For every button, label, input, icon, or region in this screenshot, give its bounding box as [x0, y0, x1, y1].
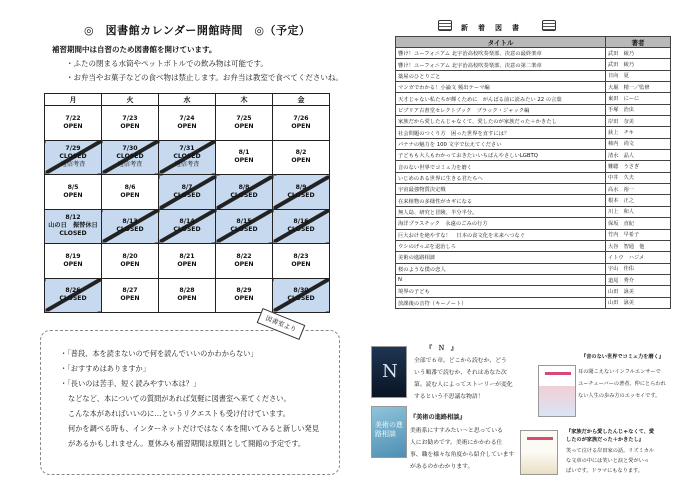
day-note: CLOSED [59, 230, 87, 238]
notice-bullet: ・ふたの閉まる水筒やペットボトルでの飲み物は可能です。 [66, 59, 268, 68]
calendar-day [45, 175, 102, 210]
day-status: OPEN [63, 122, 83, 130]
calendar-day [45, 209, 102, 244]
book-title: 巨大おけを絶やすな！ 日本の食文化を未来へつなぐ [396, 229, 606, 240]
day-date: 8/27 [122, 287, 138, 295]
feature-title: したのが家族だった＋かきたし』 [566, 437, 644, 443]
day-date: 8/30 [293, 287, 309, 295]
weekday-header: 月 [45, 94, 102, 106]
calendar-day [159, 175, 216, 210]
library-message [60, 346, 338, 451]
day-status: OPEN [234, 260, 254, 268]
day-date: 7/22 [65, 114, 81, 122]
book-cover-art-career: 美術の進路相談 [371, 406, 407, 458]
calendar-week [45, 209, 330, 244]
book-title: 天才じゃない私たちが輝くために がんばる前に読みたい 22 の言葉 [396, 93, 606, 104]
calendar-week [45, 175, 330, 210]
calendar-day [273, 140, 330, 175]
day-status: 山の日 振替休日 [48, 222, 98, 230]
book-row [396, 229, 671, 240]
book-row [396, 70, 671, 81]
book-title: ビブリア古書堂セレクトブック ブラック・ジャック編 [396, 104, 606, 115]
book-author: 大堀 精一／監修 [606, 82, 671, 93]
weekday-header: 木 [216, 94, 273, 106]
feature-title: 『美術の進路相談』 [410, 414, 466, 421]
message-line: 何かを調べる時も、インターネットだけではなく本を開いてみると新しい発見 [68, 424, 319, 433]
day-status: OPEN [291, 157, 311, 165]
book-title: 響け！ユーフォニアム 北宇治高校吹奏楽部、決意の第二楽章 [396, 59, 606, 70]
book-stack-icon [542, 20, 556, 31]
calendar-day [159, 209, 216, 244]
notice-block [52, 43, 343, 85]
day-date: 7/24 [179, 114, 195, 122]
day-date: 8/8 [238, 183, 250, 191]
calendar-week [45, 106, 330, 141]
calendar-day [159, 140, 216, 175]
book-author: 高水 裕一 [606, 184, 671, 195]
day-date: 8/16 [293, 218, 309, 226]
day-date: 8/7 [181, 183, 193, 191]
message-line: などなど、本についての質問があれば気軽に図書室へ来てください。 [68, 394, 291, 403]
book-row [396, 240, 671, 251]
day-note: 通信考査 [117, 161, 143, 169]
calendar-day [102, 140, 159, 175]
weekday-header: 水 [159, 94, 216, 106]
day-status: OPEN [177, 295, 197, 303]
feature-title: 『 Ｎ 』 [426, 345, 457, 352]
book-author: 道尾 秀介 [606, 274, 671, 285]
book-row [396, 218, 671, 229]
feature-desc: 美術系にすすみたい～と思っている 人にお勧めです。美術にかかわる仕 事、職を様々な角度から紹介しています があるのかわかります。 [410, 428, 515, 470]
book-author: 荻上 チキ [606, 127, 671, 138]
feature-title: 『音のない世界でコミュ力を磨く』 [581, 354, 664, 360]
day-date: 8/20 [122, 252, 138, 260]
calendar-day [273, 106, 330, 141]
book-row [396, 263, 671, 274]
book-author: 宇山 佳佑 [606, 263, 671, 274]
day-date: 8/1 [238, 149, 250, 157]
book-author: 竹内 早希子 [606, 229, 671, 240]
book-row [396, 59, 671, 70]
day-status: CLOSED [173, 153, 201, 161]
feature-desc: 笑って泣ける岸田家の話。リズミカル な文章の中には笑いと涙と愛がいっ ぱいです。ドラマにもなります。 [566, 448, 655, 474]
day-status: OPEN [291, 260, 311, 268]
calendar-day [273, 278, 330, 313]
book-author: 武田 綾乃 [606, 59, 671, 70]
book-title: 薬屋のひとりごと [396, 70, 606, 81]
day-date: 7/30 [122, 145, 138, 153]
book-title: ウシのげっぷを退治しろ [396, 240, 606, 251]
day-status: OPEN [234, 157, 254, 165]
notice-bullet: ・お弁当やお菓子などの食べ物は禁止します。お弁当は教室で食べてくださいね。 [66, 73, 343, 82]
feature-desc: 全部で６章。どこから読むか、どう いう順番で読むか、それはあなた次 第。読む人によってストーリーが変化 するという不思議な物語！ [414, 358, 513, 400]
calendar-day [216, 175, 273, 210]
calendar-day [216, 106, 273, 141]
calendar-day [45, 278, 102, 313]
day-status: OPEN [234, 295, 254, 303]
book-author: 手塚 治虫 [606, 104, 671, 115]
calendar-day [45, 140, 102, 175]
calendar-day [102, 209, 159, 244]
book-title: 子どもも大人もわかっておきたいいちばんやさしいLGBTQ [396, 150, 606, 161]
book-title: 無人島、研究と冒険、半分半分。 [396, 206, 606, 217]
book-row [396, 184, 671, 195]
book-title: 放課後の音符（キーノート） [396, 297, 606, 308]
message-line: ・「長いのは苦手、短く読みやすい本は？」 [60, 379, 201, 388]
calendar-day [45, 106, 102, 141]
book-row [396, 206, 671, 217]
day-date: 8/14 [179, 218, 195, 226]
calendar-day [216, 140, 273, 175]
book-author: 川上 和人 [606, 206, 671, 217]
day-status: OPEN [177, 122, 197, 130]
day-date: 8/19 [65, 252, 81, 260]
book-author: 保坂 直紀 [606, 218, 671, 229]
book-stack-icon [438, 20, 452, 31]
book-author: 日向 夏 [606, 70, 671, 81]
book-author: 武田 綾乃 [606, 48, 671, 59]
book-title: 在来植物の多様性がカギになる [396, 195, 606, 206]
book-row [396, 195, 671, 206]
col-title-header: タイトル [396, 37, 606, 48]
day-status: OPEN [120, 191, 140, 199]
day-date: 8/22 [236, 252, 252, 260]
day-status: CLOSED [230, 191, 258, 199]
message-line: があるかもしれません。夏休みも補習期間は原則として開館の予定です。 [68, 439, 306, 448]
book-author: 中井 久夫 [606, 172, 671, 183]
calendar-day [159, 244, 216, 279]
book-author: イトウ ハジメ [606, 252, 671, 263]
feature-title: 『家族だから愛したんじゃなくて、愛 [566, 429, 655, 435]
day-date: 8/2 [295, 149, 307, 157]
day-note: 通信考査 [174, 161, 200, 169]
calendar-day [159, 106, 216, 141]
calendar-day [159, 278, 216, 313]
page-title: ◎ 図書館カレンダー開館時間 ◎（予定） [84, 24, 311, 37]
book-author: 岸田 奈美 [606, 116, 671, 127]
book-row [396, 127, 671, 138]
calendar-week [45, 244, 330, 279]
book-author: 山田 詠美 [606, 297, 671, 308]
day-date: 8/26 [65, 287, 81, 295]
day-status: OPEN [120, 260, 140, 268]
day-date: 7/25 [236, 114, 252, 122]
book-title: 宇宙最強物質決定戦 [396, 184, 606, 195]
day-status: OPEN [120, 295, 140, 303]
day-status: OPEN [291, 122, 311, 130]
day-status: CLOSED [59, 295, 87, 303]
day-note: 通信考査 [60, 161, 86, 169]
book-title: 響け！ユーフォニアム 北宇治高校吹奏楽部、決意の最終楽章 [396, 48, 606, 59]
calendar-day [273, 175, 330, 210]
book-row [396, 286, 671, 297]
book-row [396, 104, 671, 115]
calendar-day [102, 175, 159, 210]
book-row [396, 138, 671, 149]
book-title: 家族だから愛したんじゃなくて、愛したのが家族だった＋かきたし [396, 116, 606, 127]
book-author: 清水 晶人 [606, 150, 671, 161]
day-date: 8/23 [293, 252, 309, 260]
day-date: 7/29 [65, 145, 81, 153]
book-cover-n: N [371, 346, 407, 398]
book-row [396, 82, 671, 93]
day-date: 8/15 [236, 218, 252, 226]
calendar-day [216, 244, 273, 279]
book-row [396, 297, 671, 308]
calendar-day [273, 244, 330, 279]
day-status: OPEN [177, 260, 197, 268]
book-author: 山田 詠美 [606, 286, 671, 297]
day-date: 8/12 [65, 214, 81, 222]
day-status: OPEN [120, 122, 140, 130]
book-row [396, 150, 671, 161]
book-author: 柿内 尚文 [606, 138, 671, 149]
message-tag: 図書室より [257, 308, 306, 340]
weekday-header: 火 [102, 94, 159, 106]
day-date: 8/5 [67, 183, 79, 191]
library-calendar [44, 93, 330, 313]
book-cover-family [520, 430, 558, 475]
day-date: 8/21 [179, 252, 195, 260]
message-line: ・「おすすめはありますか」 [60, 364, 150, 373]
book-row [396, 161, 671, 172]
book-row [396, 116, 671, 127]
new-books-heading: 新着図書 [461, 24, 529, 32]
book-author: 東田 にーに [606, 93, 671, 104]
book-title: 美術の進路相談 [396, 252, 606, 263]
day-status: CLOSED [59, 153, 87, 161]
calendar-week [45, 278, 330, 313]
book-row [396, 172, 671, 183]
book-title: バナナの魅力を 100 文字で伝えてください [396, 138, 606, 149]
day-date: 8/6 [124, 183, 136, 191]
day-date: 7/23 [122, 114, 138, 122]
book-title: 桜のような僕の恋人 [396, 263, 606, 274]
day-status: CLOSED [287, 226, 315, 234]
book-author: 難聴 うさぎ [606, 161, 671, 172]
message-line: ・「普段、本を読まないので何を読んでいいのかわからない」 [60, 349, 258, 358]
book-title: 海洋プラスチック 永遠のごみの行方 [396, 218, 606, 229]
day-date: 8/13 [122, 218, 138, 226]
calendar-day [273, 209, 330, 244]
calendar-day [216, 209, 273, 244]
new-books-table [395, 36, 671, 309]
day-status: OPEN [63, 191, 83, 199]
feature-desc: 耳の聞こえないインフルエンサーで ユーチューバーの著者。仲にとらわれ ない人生の歩み方のエッセイです。 [578, 369, 666, 399]
calendar-day [102, 106, 159, 141]
day-status: CLOSED [173, 191, 201, 199]
calendar-day [216, 278, 273, 313]
day-status: CLOSED [287, 191, 315, 199]
book-author: 根本 正之 [606, 195, 671, 206]
book-author: 大谷 智通 他 [606, 240, 671, 251]
day-status: CLOSED [287, 295, 315, 303]
book-row [396, 252, 671, 263]
day-date: 8/28 [179, 287, 195, 295]
book-title: マンガでわかる！小論文 頻出テーマ編 [396, 82, 606, 93]
col-author-header: 著者 [606, 37, 671, 48]
book-row [396, 48, 671, 59]
weekday-header: 金 [273, 94, 330, 106]
day-date: 8/29 [236, 287, 252, 295]
calendar-day [102, 278, 159, 313]
day-date: 7/31 [179, 145, 195, 153]
calendar-day [45, 244, 102, 279]
message-line: こんな本があればいいのに…というリクエストも受け付けています。 [68, 409, 290, 418]
book-row [396, 274, 671, 285]
day-status: CLOSED [173, 226, 201, 234]
book-row [396, 93, 671, 104]
day-date: 7/26 [293, 114, 309, 122]
calendar-week [45, 140, 330, 175]
calendar-day [102, 244, 159, 279]
day-status: OPEN [63, 260, 83, 268]
book-title: 音のない世界でコミュ力を磨く [396, 161, 606, 172]
book-title: いじめのある世界に生きる君たちへ [396, 172, 606, 183]
book-title: 社会問題のつくり方 困った世界を直すには？ [396, 127, 606, 138]
book-cover-silent-world [538, 365, 576, 417]
day-status: CLOSED [116, 226, 144, 234]
day-status: CLOSED [116, 153, 144, 161]
notice-lead: 補習期間中は自習のため図書館を開けています。 [52, 45, 217, 54]
day-status: CLOSED [230, 226, 258, 234]
book-title: N [396, 274, 606, 285]
day-status: OPEN [234, 122, 254, 130]
day-date: 8/9 [295, 183, 307, 191]
book-title: 境界の子ども [396, 286, 606, 297]
